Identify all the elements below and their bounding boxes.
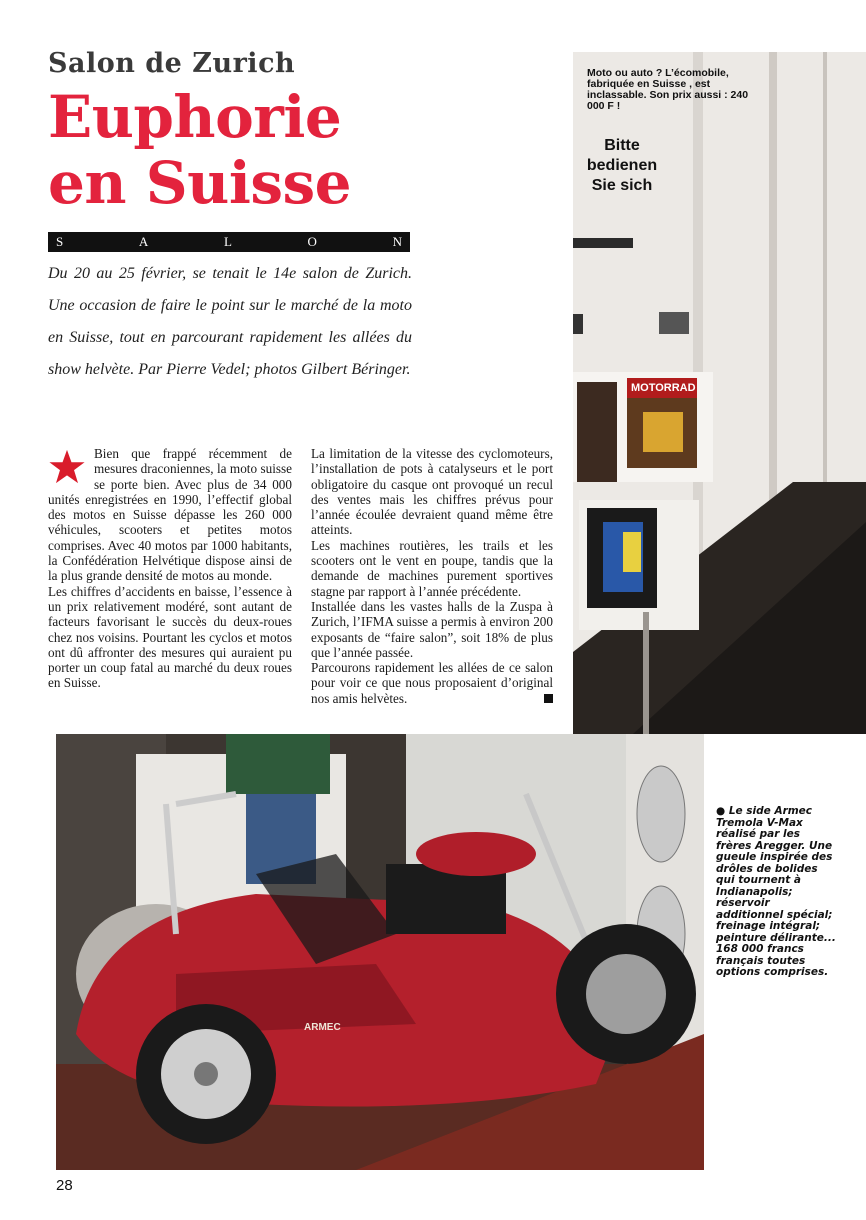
end-mark-icon (544, 694, 553, 703)
stand-sign-line: bedienen (586, 157, 658, 174)
magazine-label: MOTORRAD (631, 382, 696, 394)
bullet-icon: ● (716, 805, 726, 817)
body-paragraph: Les chiffres d’accidents en baisse, l’essence à un prix relativement modéré, sont autant de facteurs favorisant le succès du deux-roues chez nos voisins. Pourtant les cyclos et motos ont dû affronter des mesures qui auraient pu porter un coup fatal au marché du deux roues en Suisse. (48, 583, 292, 691)
section-letter: S (56, 234, 64, 249)
photo-ecomobile (573, 52, 866, 734)
section-letter: A (138, 234, 149, 249)
headline-line1: Euphorie (48, 83, 342, 151)
headline (48, 84, 428, 216)
section-letter: N (392, 234, 402, 249)
photo-sidecar (56, 734, 704, 1170)
sidecar-caption-text: Le side Armec Tremola V-Max réalisé par les frères Aregger. Une gueule inspirée des drôles de bolides qui tournent à Indianapolis; réservoir additionnel spécial; freinage intégral; peinture délirante... 168 000 francs français toutes options comprises. (716, 805, 836, 978)
body-paragraph (311, 660, 553, 706)
headline-line2: en Suisse (48, 149, 352, 217)
sidecar-caption (716, 806, 836, 979)
stand-sign-line: Bitte (604, 137, 640, 154)
intro-paragraph: Du 20 au 25 février, se tenait le 14e salon de Zurich. Une occasion de faire le point sur le marché de la moto en Suisse, tout en parcourant rapidement les allées du show helvète. Par Pierre Vedel; photos Gilbert Béringer. (48, 265, 412, 378)
stand-sign-line: Sie sich (591, 177, 653, 194)
ecomobile-caption: Moto ou auto ? L’écomobile, fabriquée en Suisse , est inclassable. Son prix aussi : 240 000 F ! (587, 67, 749, 112)
star-icon (48, 448, 86, 486)
body-paragraph: Les machines routières, les trails et les scooters ont le vent en poupe, tandis que la demande de machines purement sportives stagne par rapport à l’année précédente. (311, 537, 553, 599)
kicker-title: Salon de Zurich (48, 48, 296, 79)
section-letter: L (223, 234, 232, 249)
body-column-2 (311, 446, 553, 706)
stand-sign (579, 136, 665, 196)
body-paragraph-text: Parcourons rapidement les allées de ce salon pour voir ce que nous proposaient d’original nos amis helvètes. (311, 660, 553, 706)
section-bar (48, 232, 410, 252)
page-number: 28 (56, 1177, 73, 1194)
body-paragraph: Bien que frappé récemment de mesures draconiennes, la moto suisse se porte bien. Avec plus de 34 000 unités enregistrées en 1990, l’effectif global des motos en Suisse dépasse les 260 000 véhicules, scooters et petites motos comprises. Avec 40 motos par 1000 habitants, la Confédération Helvétique dispose ainsi de la plus grande densité de motos au monde. (48, 446, 292, 584)
body-paragraph: Installée dans les vastes halls de la Zuspa à Zurich, l’IFMA suisse a permis à environ 200 exposants de “faire salon”, soit 18% de plus que l’année passée. (311, 598, 553, 660)
body-paragraph: La limitation de la vitesse des cyclomoteurs, l’installation de pots à catalyseurs et le port obligatoire du casque ont provoqué un recul des ventes mais les chiffres prévus pour l’année écoulée devraient quand même être atteints. (311, 446, 553, 538)
body-column-1 (48, 446, 292, 691)
sidecar-illustration (56, 734, 704, 1170)
armec-label: ARMEC (304, 1022, 341, 1033)
section-letter: O (307, 234, 317, 249)
